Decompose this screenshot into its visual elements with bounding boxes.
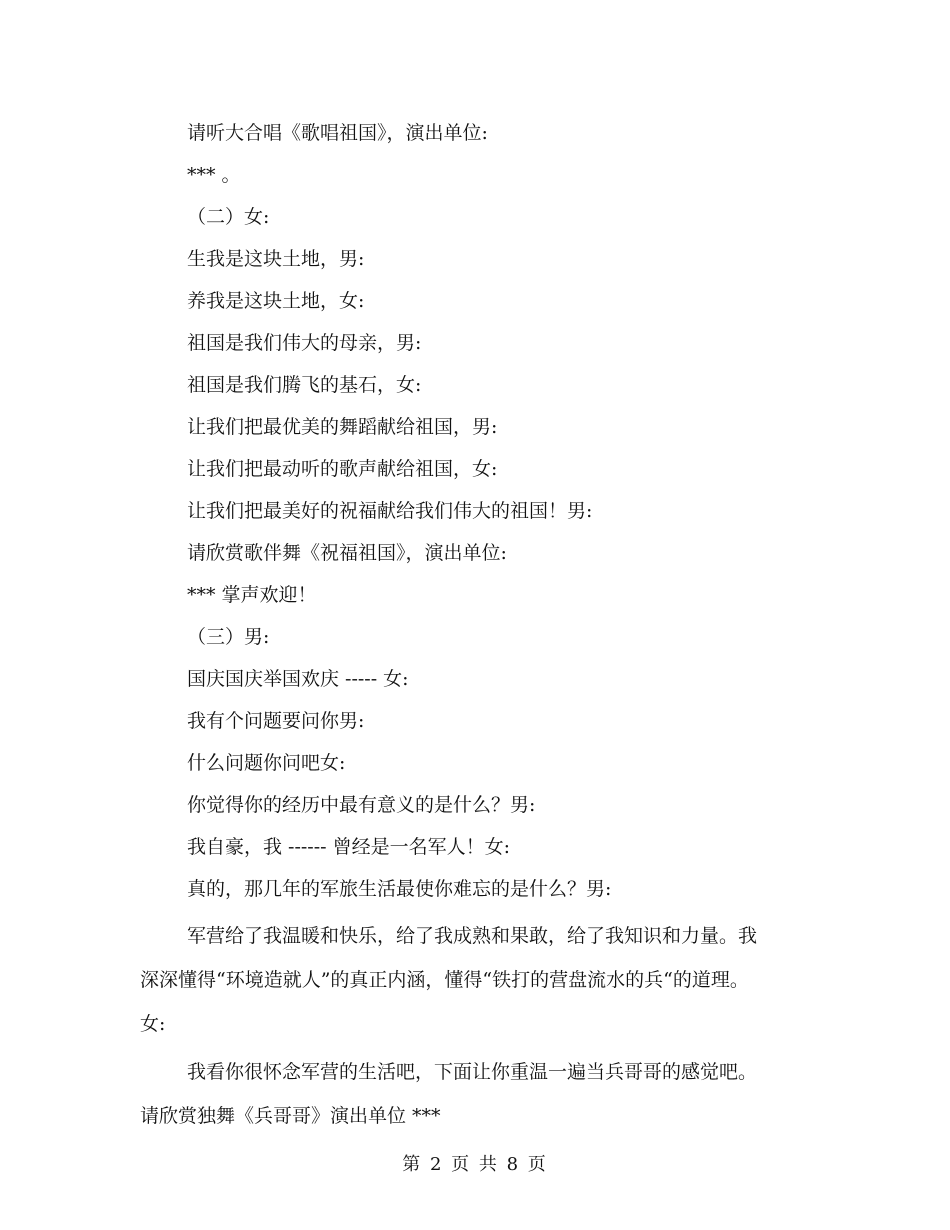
page-number-footer: 第 2 页 共 8 页 (402, 1154, 548, 1175)
text-line: 让我们把最优美的舞蹈献给祖国，男: (187, 416, 498, 438)
text-line: 你觉得你的经历中最有意义的是什么？男: (187, 794, 536, 816)
text-line: 祖国是我们伟大的母亲，男: (187, 332, 422, 354)
text-line: 祖国是我们腾飞的基石，女: (187, 374, 422, 396)
text-line: 我自豪，我 ------ 曾经是一名军人！女: (187, 836, 511, 858)
text-line: 请听大合唱《歌唱祖国》，演出单位: (187, 122, 488, 144)
text-line: 国庆国庆举国欢庆 ----- 女: (187, 668, 409, 690)
text-line: 生我是这块土地，男: (187, 248, 365, 270)
document-body (140, 112, 760, 1138)
text-paragraph: 我看你很怀念军营的生活吧，下面让你重温一遍当兵哥哥的感觉吧。请欣赏独舞《兵哥哥》演出单位 *** (140, 1061, 758, 1127)
text-line: 让我们把最美好的祝福献给我们伟大的祖国！男: (187, 500, 593, 522)
text-line: （三）男: (187, 626, 270, 648)
text-line: *** 掌声欢迎！ (187, 584, 317, 606)
text-line: 养我是这块土地，女: (187, 290, 365, 312)
text-line: 我有个问题要问你男: (187, 710, 365, 732)
text-line: 请欣赏歌伴舞《祝福祖国》，演出单位: (187, 542, 507, 564)
text-line: *** 。 (187, 164, 241, 186)
text-line: 让我们把最动听的歌声献给祖国，女: (187, 458, 498, 480)
text-line: 真的，那几年的军旅生活最使你难忘的是什么？男: (187, 878, 612, 900)
text-paragraph: 军营给了我温暖和快乐，给了我成熟和果敢，给了我知识和力量。我深深懂得“环境造就人”的真正内涵，懂得“铁打的营盘流水的兵“的道理。女: (140, 925, 758, 1035)
text-line: 什么问题你问吧女: (187, 752, 346, 774)
text-line: （二）女: (187, 206, 270, 228)
